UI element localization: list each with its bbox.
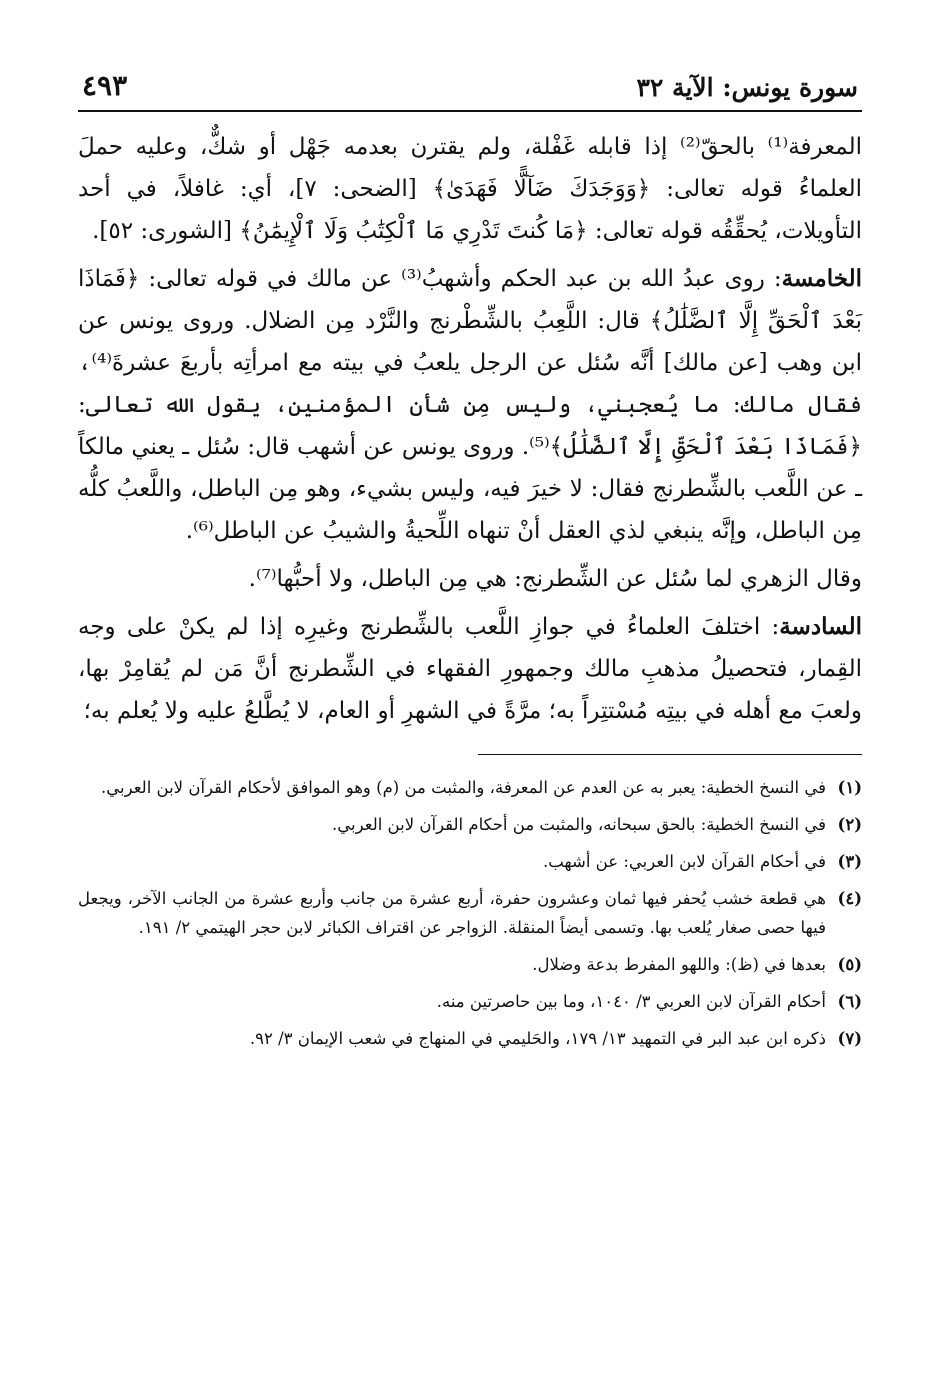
header-title: سورة يونس: الآية ٣٢ (636, 73, 858, 102)
footnote-number: (٧) (837, 1029, 862, 1048)
paragraph-4 (78, 606, 862, 732)
footnote-number: (٤) (837, 889, 862, 908)
footnote (78, 810, 862, 839)
section-heading-fifth: الخامسة (781, 265, 862, 292)
footnote (78, 950, 862, 979)
footnote-text: هي قطعة خشب يُحفر فيها ثمان وعشرون حفرة، أربع عشرة من جانب وأربع عشرة من الجانب الآخر، ويجعل فيها حصى صغار يُلعب بها. وتسمى أيضاً المنقلة. الزواجر عن اقتراف الكبائر لابن حجر الهيتمي ٢/ ١٩١. (78, 889, 826, 937)
paragraph-2-text: : روى عبدُ الله بن عبد الحكم وأشهبُ⁽³⁾ عن مالك في قوله تعالى: ﴿فَمَاذَا بَعْدَ ٱلْحَقِّ إِلَّا ٱلضَّلَٰلُ﴾ قال: اللَّعِبُ بالشِّطْرنج والنَّرْد مِن الضلال. وروى يونس عن ابن وهب [عن مالك] أنَّه سُئل عن الرجل يلعبُ في بيته مع امرأتِه بأربعَ عشرةَ⁽⁴⁾، فقال مالك: ما يُعجبني، وليس مِن شأن المؤمنين، يقول الله تعالى: ﴿فَمَاذَا بَعْدَ ٱلْحَقِّ إِلَّا ٱلضَّلَٰلُ﴾⁽⁵⁾. وروى يونس عن أشهب قال: سُئل ـ يعني مالكاً ـ عن اللَّعب بالشِّطرنج فقال: لا خيرَ فيه، وليس بشيء، وهو مِن الباطل، واللَّعبُ كلُّه مِن الباطل، وإنَّه ينبغي لذي العقل أنْ تنهاه اللِّحيةُ والشيبُ عن الباطل⁽⁶⁾. (78, 266, 862, 544)
footnote (78, 1024, 862, 1053)
running-header (78, 68, 862, 112)
footnote-number: (٢) (837, 815, 862, 834)
footnote-separator (478, 754, 862, 755)
paragraph-1: المعرفة⁽¹⁾ بالحقّ⁽²⁾ إذا قابله غَفْلة، ولم يقترن بعدمه جَهْل أو شكٌّ، وعليه حملَ العلماءُ قوله تعالى: ﴿وَوَجَدَكَ ضَآلًّا فَهَدَىٰ﴾ [الضحى: ٧]، أي: غافلاً، في أحد التأويلات، يُحقِّقُه قوله تعالى: ﴿مَا كُنتَ تَدْرِي مَا ٱلْكِتَٰبُ وَلَا ٱلْإِيمَٰنُ﴾ [الشورى: ٥٢]. (78, 134, 863, 244)
page-number: ٤٩٣ (82, 69, 128, 102)
footnote (78, 884, 862, 942)
footnote-number: (٦) (837, 992, 862, 1011)
footnote (78, 987, 862, 1016)
paragraph-2 (78, 258, 862, 552)
footnotes (78, 773, 862, 1053)
footnote-text: بعدها في (ظ): واللهو المفرط بدعة وضلال. (532, 955, 826, 974)
footnote-number: (١) (837, 778, 862, 797)
footnote (78, 847, 862, 876)
footnote-number: (٣) (837, 852, 862, 871)
footnote-text: في النسخ الخطية: بالحق سبحانه، والمثبت من أحكام القرآن لابن العربي. (332, 815, 826, 834)
footnote-text: في أحكام القرآن لابن العربي: عن أشهب. (542, 852, 826, 871)
footnote-text: في النسخ الخطية: يعبر به عن العدم عن المعرفة، والمثبت من (م) وهو الموافق لأحكام القرآن لابن العربي. (101, 778, 826, 797)
paragraph-3: وقال الزهري لما سُئل عن الشِّطرنج: هي مِن الباطل، ولا أحبُّها⁽⁷⁾. (248, 566, 862, 592)
footnote-number: (٥) (837, 955, 862, 974)
section-heading-sixth: السادسة (779, 613, 862, 640)
footnote-text: أحكام القرآن لابن العربي ٣/ ١٠٤٠، وما بين حاصرتين منه. (436, 992, 826, 1011)
paragraph-4-text: : اختلفَ العلماءُ في جوازِ اللَّعب بالشِّطرنج وغيرِه إذا لم يكنْ على وجه القِمار، فتحصيلُ مذهبِ مالك وجمهورِ الفقهاء في الشِّطرنج أنَّ مَن لم يُقامِرْ بها، ولعبَ مع أهله في بيتِه مُسْتتِراً به؛ مرَّةً في الشهرِ أو العام، لا يُطَّلعُ عليه ولا يُعلم به؛ (78, 614, 862, 724)
footnote-text: ذكره ابن عبد البر في التمهيد ١٣/ ١٧٩، والحَليمي في المنهاج في شعب الإيمان ٣/ ٩٢. (249, 1029, 826, 1048)
main-text (78, 126, 862, 732)
footnote (78, 773, 862, 802)
